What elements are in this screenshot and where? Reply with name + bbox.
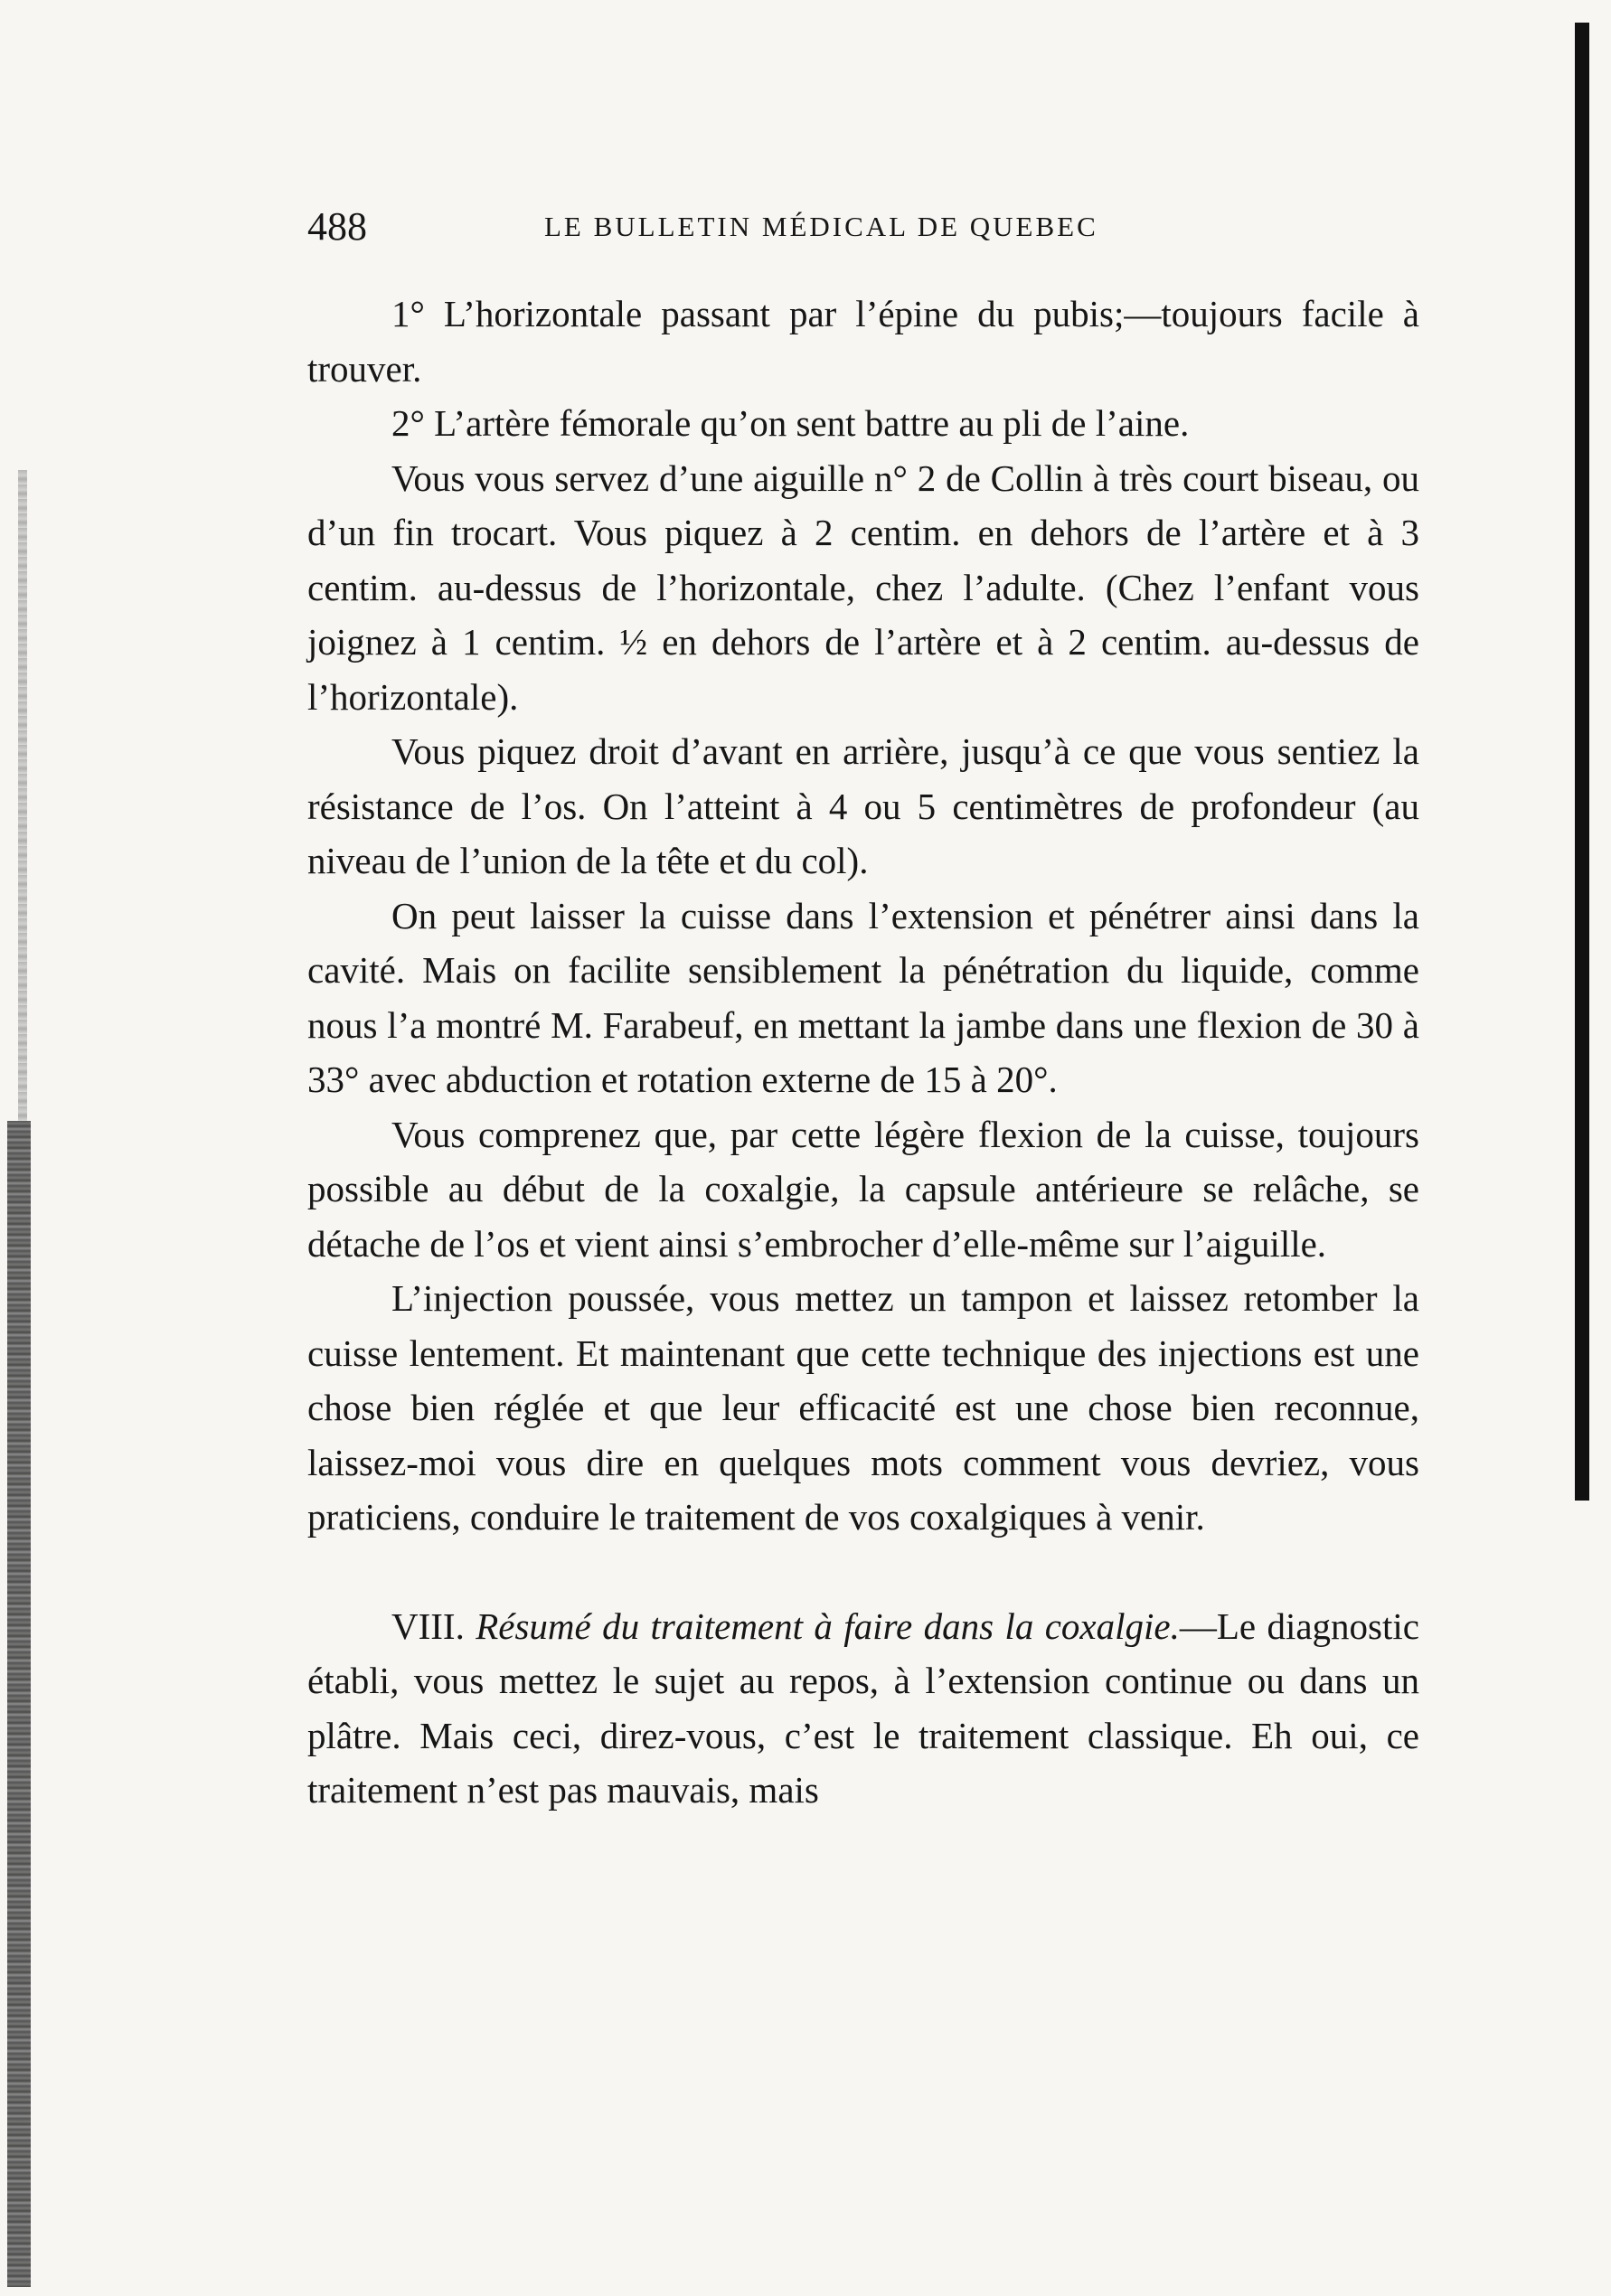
page-number: 488: [307, 204, 367, 249]
scan-edge-bar: [1575, 23, 1589, 1501]
scan-binding-edge: [7, 1121, 31, 2287]
paragraph-7: L’injection poussée, vous mettez un tampon et laissez retomber la cuisse lentement. Et maintenant que cette technique des injections est une chose bien réglée et que leur efficacité est une chose bien reconnue, laissez-moi vous dire en quelques mots comment vous devriez, vous praticiens, conduire le traitement de vos coxalgiques à venir.: [307, 1277, 1419, 1538]
paragraph-3: Vous vous servez d’une aiguille n° 2 de Collin à très court biseau, ou d’un fin trocart. Vous piquez à 2 centim. en dehors de l’artère et à 3 centim. au-dessus de l’horizontale, chez l’adulte. (Chez l’enfant vous joignez à 1 centim. ½ en dehors de l’artère et à 2 centim. au-dessus de l’horizontale).: [307, 456, 1419, 718]
paragraph-1: 1° L’horizontale passant par l’épine du pubis;—toujours facile à trouver.: [307, 293, 1419, 390]
scan-binding-shadow: [18, 470, 27, 1121]
paragraph-6: Vous comprenez que, par cette légère flexion de la cuisse, toujours possible au début de la coxalgie, la capsule antérieure se relâche, se détache de l’os et vient ainsi s’embrocher d’elle-même sur l’aiguille.: [307, 1113, 1419, 1265]
running-head: [307, 203, 1419, 267]
paragraph-5: On peut laisser la cuisse dans l’extension et pénétrer ainsi dans la cavité. Mais on facilite sensiblement la pénétration du liquide, comme nous l’a montré M. Farabeuf, en mettant la jambe dans une flexion de 30 à 33° avec abduction et rotation externe de 15 à 20°.: [307, 894, 1419, 1100]
book-page: [307, 203, 1419, 1818]
paragraph-4: Vous piquez droit d’avant en arrière, jusqu’à ce que vous sentiez la résistance de l’os. On l’atteint à 4 ou 5 centimètres de profondeur (au niveau de l’union de la tête et du col).: [307, 730, 1419, 881]
paragraph-2: 2° L’artère fémorale qu’on sent battre au pli de l’aine.: [391, 402, 1190, 444]
section-number: VIII.: [391, 1604, 465, 1647]
section-heading: Résumé du traitement à faire dans la coxalgie.: [476, 1604, 1180, 1647]
section-paragraph: [307, 1599, 1419, 1818]
section-text: —Le diagnostic établi, vous mettez le sujet au repos, à l’extension continue ou dans un plâtre. Mais ceci, direz-vous, c’est le traitement classique. Eh oui, ce traitement n’est pas mauvais, mais: [307, 1604, 1419, 1811]
journal-title: LE BULLETIN MÉDICAL DE QUEBEC: [544, 211, 1098, 242]
